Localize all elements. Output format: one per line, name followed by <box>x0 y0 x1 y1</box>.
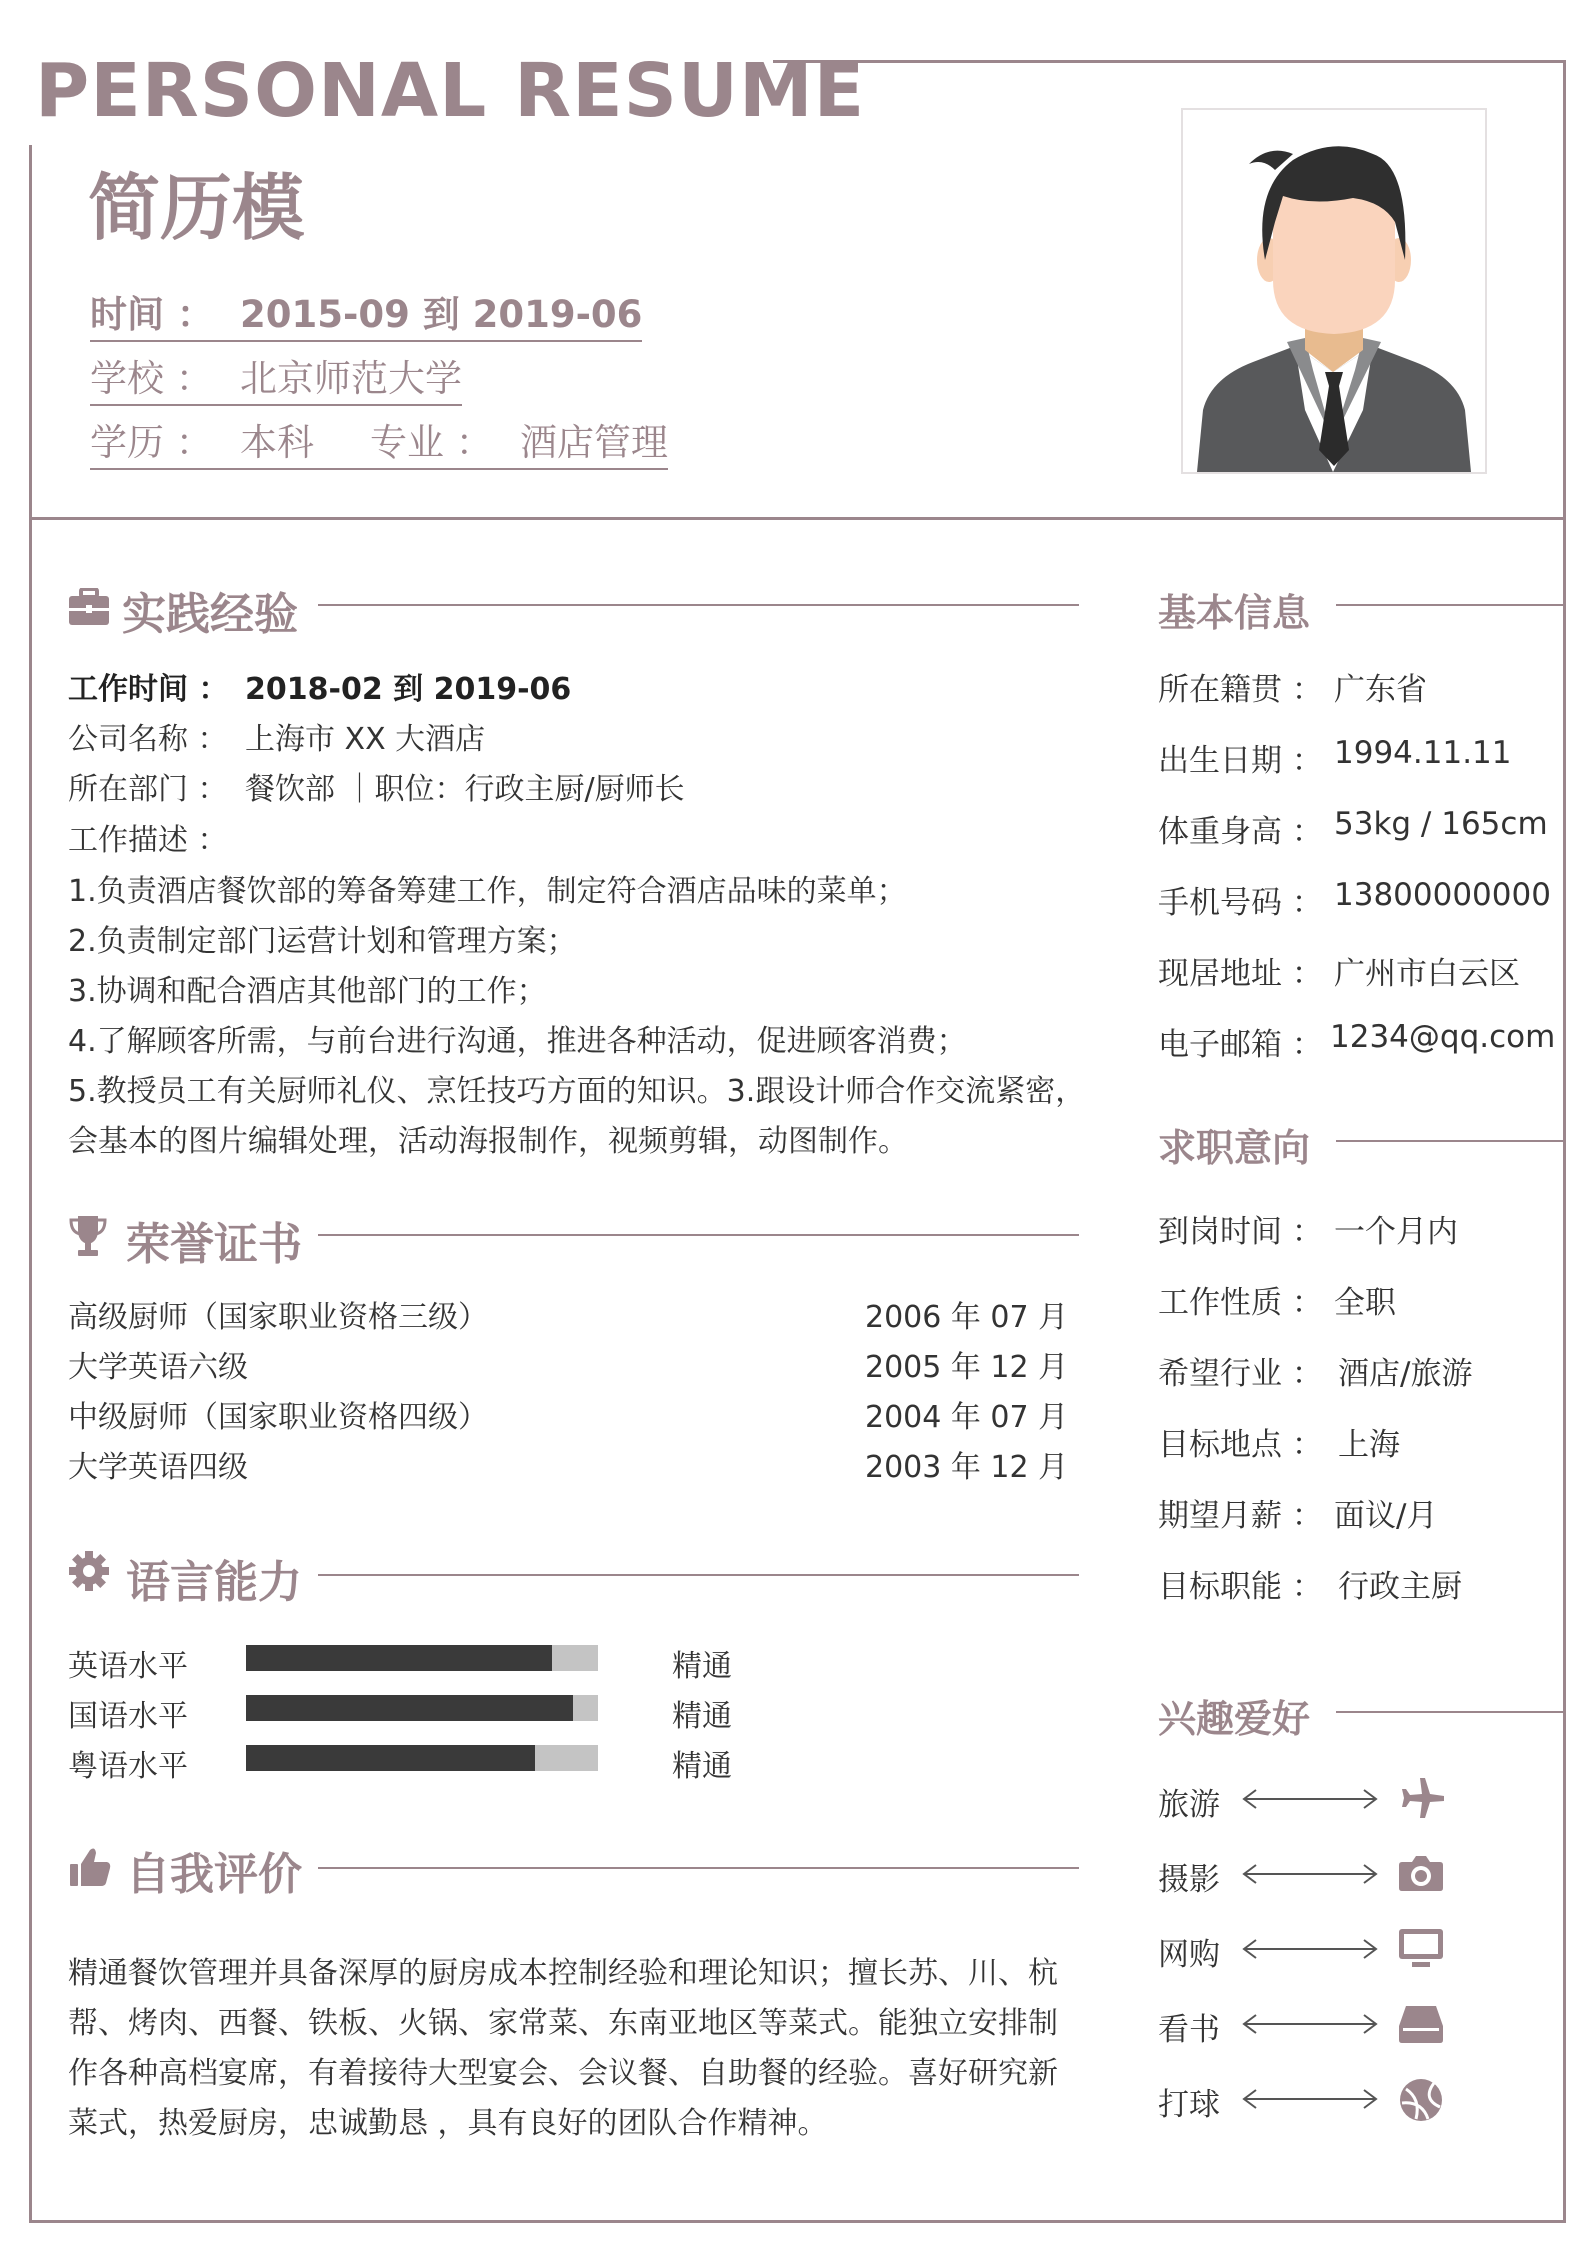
desc-item: 会基本的图片编辑处理，活动海报制作，视频剪辑，动图制作。 <box>68 1124 908 1159</box>
dept-label: 所在部门 ： <box>68 772 228 807</box>
hobbies-rule <box>1336 1711 1563 1713</box>
double-arrow-icon <box>1242 1938 1378 1960</box>
job-intent-label: 目标职能 ： <box>1158 1569 1323 1605</box>
degree-label: 学历 ： <box>90 421 213 464</box>
desc-label: 工作描述 ： <box>68 823 228 858</box>
honor-name: 高级厨师（国家职业资格三级） <box>68 1300 488 1335</box>
job-intent-label: 希望行业 ： <box>1158 1356 1323 1392</box>
book-icon <box>1398 2004 1444 2044</box>
language-level: 精通 <box>672 1699 732 1734</box>
gear-icon <box>68 1550 110 1592</box>
basic-info-label: 现居地址 ： <box>1158 956 1323 992</box>
ball-icon <box>1398 2077 1444 2123</box>
basic-info-value: 广东省 <box>1334 672 1427 708</box>
desc-item: 5.教授员工有关厨师礼仪、烹饪技巧方面的知识。3.跟设计师合作交流紧密， <box>68 1074 1086 1109</box>
languages-rule <box>318 1574 1079 1576</box>
honors-rule <box>318 1234 1079 1236</box>
self-eval-title: 自我评价 <box>126 1849 302 1900</box>
basic-info-title: 基本信息 <box>1158 591 1311 635</box>
major-value: 酒店管理 <box>520 421 668 464</box>
hobby-label: 打球 <box>1158 2087 1220 2123</box>
school-row <box>90 348 462 406</box>
frame-left-line <box>29 145 32 2223</box>
job-intent-value: 酒店/旅游 <box>1338 1356 1473 1392</box>
language-bar <box>246 1695 598 1721</box>
language-bar <box>246 1645 598 1671</box>
double-arrow-icon <box>1242 2088 1378 2110</box>
work-time-label: 工作时间 ： <box>68 672 229 707</box>
job-intent-value: 行政主厨 <box>1338 1569 1462 1605</box>
avatar-illustration <box>1183 110 1485 472</box>
time-row <box>90 284 642 342</box>
experience-rule <box>318 604 1079 606</box>
basic-info-value: 1234@qq.com <box>1330 1019 1556 1055</box>
basic-info-value: 53kg / 165cm <box>1334 806 1548 842</box>
language-level: 精通 <box>672 1649 732 1684</box>
language-bar-fill <box>246 1645 552 1671</box>
monitor-icon <box>1398 1928 1444 1968</box>
language-bar-fill <box>246 1745 535 1771</box>
desc-item: 3.协调和配合酒店其他部门的工作； <box>68 974 547 1009</box>
hobby-label: 摄影 <box>1158 1862 1220 1898</box>
basic-info-label: 电子邮箱 ： <box>1158 1027 1323 1063</box>
self-eval-rule <box>318 1867 1079 1869</box>
job-intent-rule <box>1336 1140 1563 1142</box>
hobby-label: 网购 <box>1158 1937 1220 1973</box>
job-intent-value: 上海 <box>1338 1427 1400 1463</box>
frame-bottom-line <box>29 2220 1566 2223</box>
language-name: 国语水平 <box>68 1699 188 1734</box>
major-label: 专业 ： <box>370 421 493 464</box>
job-intent-value: 一个月内 <box>1334 1214 1458 1250</box>
double-arrow-icon <box>1242 1863 1378 1885</box>
self-eval-line: 帮、烤肉、西餐、铁板、火锅、家常菜、东南亚地区等菜式。能独立安排制 <box>68 2006 1058 2041</box>
double-arrow-icon <box>1242 2013 1378 2035</box>
self-eval-line: 作各种高档宴席，有着接待大型宴会、会议餐、自助餐的经验。喜好研究新 <box>68 2056 1058 2091</box>
double-arrow-icon <box>1242 1788 1378 1810</box>
job-intent-label: 工作性质 ： <box>1158 1285 1323 1321</box>
basic-info-label: 体重身高 ： <box>1158 814 1323 850</box>
desc-item: 2.负责制定部门运营计划和管理方案； <box>68 924 577 959</box>
honor-name: 大学英语六级 <box>68 1350 248 1385</box>
briefcase-icon <box>68 588 110 626</box>
language-bar-fill <box>246 1695 573 1721</box>
basic-info-value: 1994.11.11 <box>1334 735 1512 771</box>
company-value: 上海市 XX 大酒店 <box>245 722 486 757</box>
degree-row <box>90 412 668 470</box>
honor-date: 2003 年 12 月 <box>865 1450 1069 1485</box>
basic-info-rule <box>1336 604 1563 606</box>
hobbies-title: 兴趣爱好 <box>1158 1697 1311 1741</box>
job-intent-label: 到岗时间 ： <box>1158 1214 1323 1250</box>
frame-right-line <box>1563 60 1566 2223</box>
self-eval-line: 精通餐饮管理并具备深厚的厨房成本控制经验和理论知识；擅长苏、川、杭 <box>68 1956 1058 1991</box>
trophy-icon <box>68 1214 108 1258</box>
school-value: 北京师范大学 <box>240 357 462 400</box>
basic-info-value: 广州市白云区 <box>1334 956 1520 992</box>
time-label: 时间 ： <box>90 293 214 336</box>
honor-name: 中级厨师（国家职业资格四级） <box>68 1400 488 1435</box>
school-label: 学校 ： <box>90 357 213 400</box>
job-intent-label: 目标地点 ： <box>1158 1427 1323 1463</box>
camera-icon <box>1398 1852 1444 1892</box>
job-intent-value: 面议/月 <box>1334 1498 1438 1534</box>
company-label: 公司名称 ： <box>68 722 228 757</box>
desc-item: 1.负责酒店餐饮部的筹备筹建工作，制定符合酒店品味的菜单； <box>68 874 907 909</box>
job-intent-label: 期望月薪 ： <box>1158 1498 1323 1534</box>
time-value: 2015-09 到 2019-06 <box>240 293 643 336</box>
job-intent-value: 全职 <box>1334 1285 1396 1321</box>
languages-title: 语言能力 <box>126 1557 302 1608</box>
language-level: 精通 <box>672 1749 732 1784</box>
basic-info-label: 手机号码 ： <box>1158 885 1323 921</box>
basic-info-value: 13800000000 <box>1334 877 1551 913</box>
self-eval-line: 菜式，热爱厨房，忠诚勤恳 ，具有良好的团队合作精神。 <box>68 2106 828 2141</box>
hobby-label: 旅游 <box>1158 1787 1220 1823</box>
degree-value: 本科 <box>240 421 314 464</box>
work-time-value: 2018-02 到 2019-06 <box>245 672 572 707</box>
honor-date: 2004 年 07 月 <box>865 1400 1069 1435</box>
thumbs-up-icon <box>68 1846 112 1888</box>
experience-title: 实践经验 <box>122 589 298 640</box>
language-name: 粤语水平 <box>68 1749 188 1784</box>
dept-value: 餐饮部 ｜职位：行政主厨/厨师长 <box>245 772 685 807</box>
language-bar <box>246 1745 598 1771</box>
honor-name: 大学英语四级 <box>68 1450 248 1485</box>
basic-info-label: 所在籍贯 ： <box>1158 672 1323 708</box>
profile-photo <box>1181 108 1487 474</box>
honor-date: 2006 年 07 月 <box>865 1300 1069 1335</box>
honor-date: 2005 年 12 月 <box>865 1350 1069 1385</box>
job-intent-title: 求职意向 <box>1158 1126 1311 1170</box>
airplane-icon <box>1398 1774 1446 1822</box>
header-divider <box>29 517 1566 520</box>
frame-top-line <box>773 60 1566 63</box>
hobby-label: 看书 <box>1158 2012 1220 2048</box>
language-name: 英语水平 <box>68 1649 188 1684</box>
basic-info-label: 出生日期 ： <box>1158 743 1323 779</box>
honors-title: 荣誉证书 <box>126 1219 302 1270</box>
resume-name: 简历模 <box>88 166 305 250</box>
desc-item: 4.了解顾客所需，与前台进行沟通，推进各种活动，促进顾客消费； <box>68 1024 967 1059</box>
resume-title-en: PERSONAL RESUME <box>35 48 866 134</box>
